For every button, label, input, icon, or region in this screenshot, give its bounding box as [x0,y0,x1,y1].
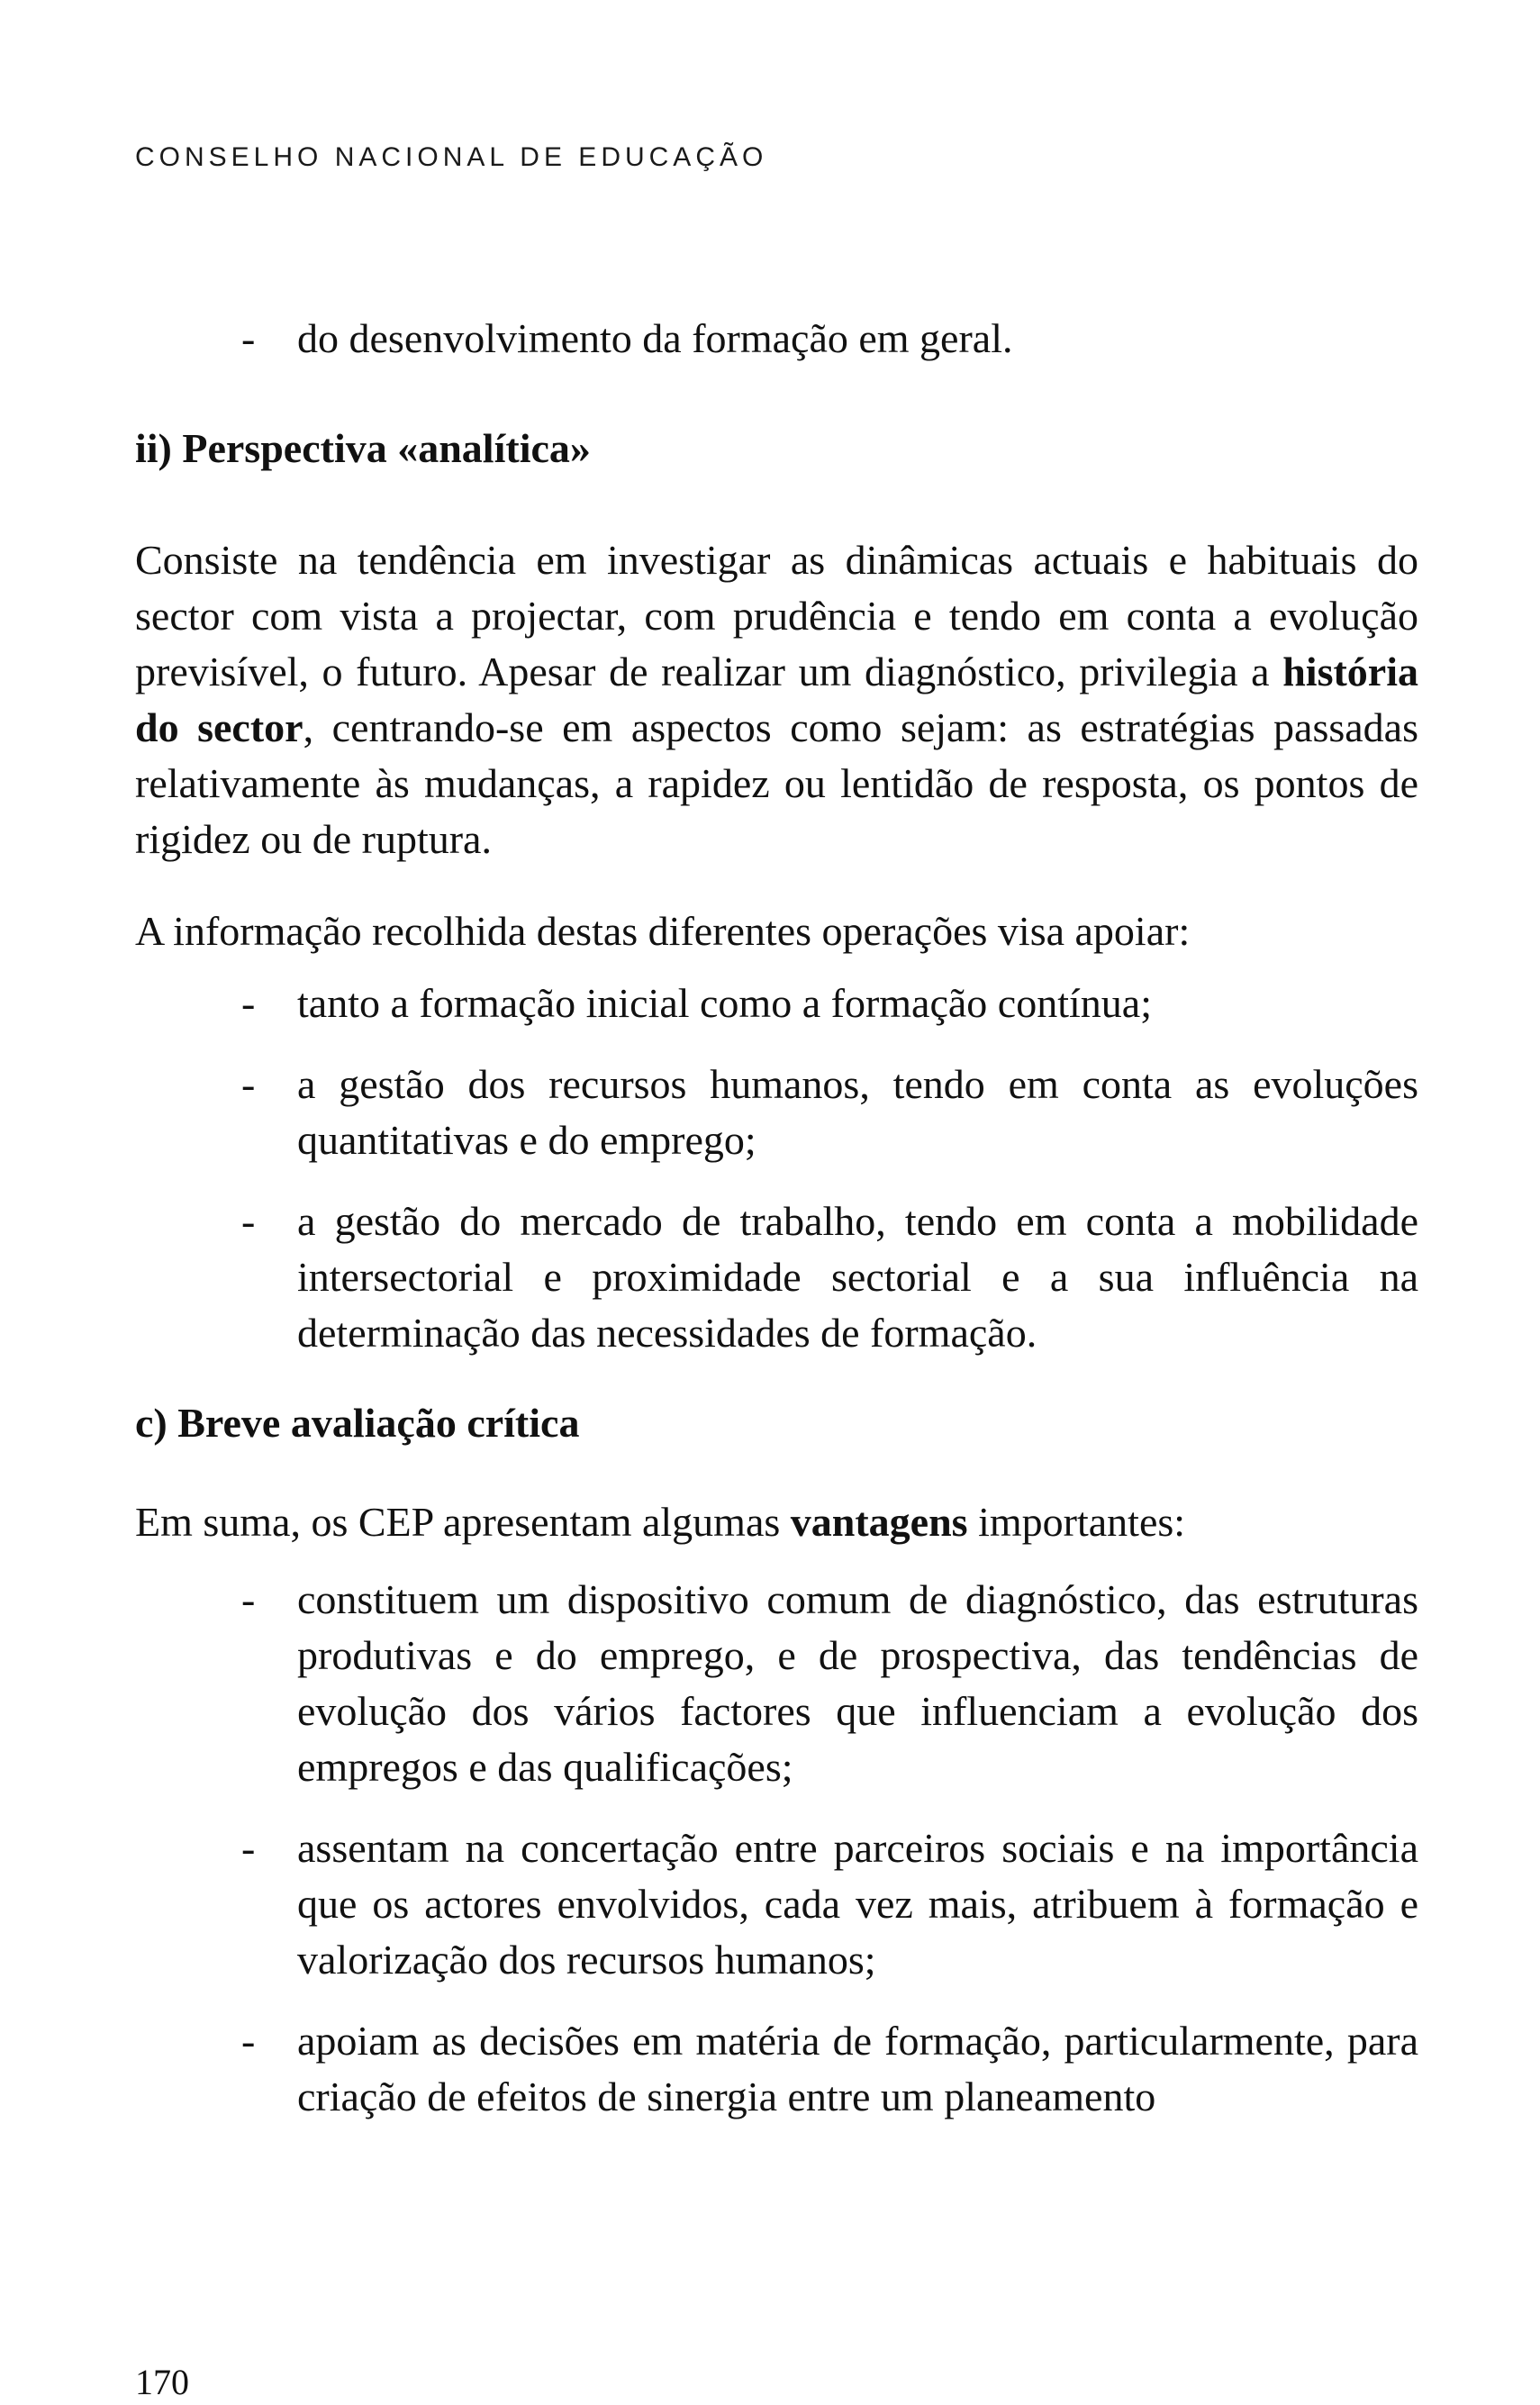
list-item-text: apoiam as decisões em matéria de formação, particularmente, para criação de efeitos de sinergia entre um planeamento [297,2018,1418,2119]
list-dash: - [241,1061,256,1107]
list-dash: - [241,1825,256,1871]
list-dash: - [241,1198,256,1244]
list-item [135,311,1418,367]
section-heading-perspectiva-analitica: ii) Perspectiva «analítica» [135,425,591,471]
list-item [135,1820,1418,1988]
running-header: CONSELHO NACIONAL DE EDUCAÇÃO [135,142,768,172]
paragraph-vantagens-intro [135,1494,1418,1550]
info-list [135,976,1418,1361]
paragraph-perspectiva-analitica [135,532,1418,867]
list-dash: - [241,2018,256,2064]
list-item [135,976,1418,1031]
paragraph-text: importantes: [967,1499,1186,1545]
list-item-text: assentam na concertação entre parceiros sociais e na importância que os actores envolvidos, cada vez mais, atribuem à formação e valorização dos recursos humanos; [297,1825,1418,1983]
paragraph-text: Em suma, os CEP apresentam algumas [135,1499,791,1545]
list-item-text: constituem um dispositivo comum de diagnóstico, das estruturas produtivas e do emprego, e de prospectiva, das tendências de evolução dos vários factores que influenciam a evolução dos empregos e das qualificações; [297,1576,1418,1790]
list-item-text: a gestão do mercado de trabalho, tendo em conta a mobilidade intersectorial e proximidade sectorial e a sua influência na determinação das necessidades de formação. [297,1198,1418,1356]
list-item [135,1193,1418,1361]
paragraph-text: , centrando-se em aspectos como sejam: as estratégias passadas relativamente às mudanças, a rapidez ou lentidão de resposta, os pontos de rigidez ou de ruptura. [135,704,1418,862]
list-item [135,2013,1418,2125]
list-dash: - [241,1576,256,1622]
list-item-text: a gestão dos recursos humanos, tendo em conta as evoluções quantitativas e do emprego; [297,1061,1418,1163]
bold-term-vantagens: vantagens [790,1499,968,1545]
top-list [135,311,1418,367]
list-item [135,1572,1418,1795]
page-body [135,311,1418,2125]
page-number: 170 [135,2362,189,2402]
bold-term-historia-do-sector: história do sector [135,649,1418,750]
paragraph-informacao-intro: A informação recolhida destas diferentes operações visa apoiar: [135,908,1191,954]
paragraph-text: Consiste na tendência em investigar as dinâmicas actuais e habituais do sector com vista a projectar, com prudência e tendo em conta a evolução previsível, o futuro. Apesar de realizar um diagnóstico, privilegia a [135,537,1418,694]
vantagens-list [135,1572,1418,2125]
list-item-text: tanto a formação inicial como a formação contínua; [297,980,1152,1026]
list-item [135,1057,1418,1168]
section-heading-breve-avaliacao-critica: c) Breve avaliação crítica [135,1400,580,1446]
list-dash: - [241,980,256,1026]
list-item-text: do desenvolvimento da formação em geral. [297,315,1013,361]
list-dash: - [241,315,256,361]
